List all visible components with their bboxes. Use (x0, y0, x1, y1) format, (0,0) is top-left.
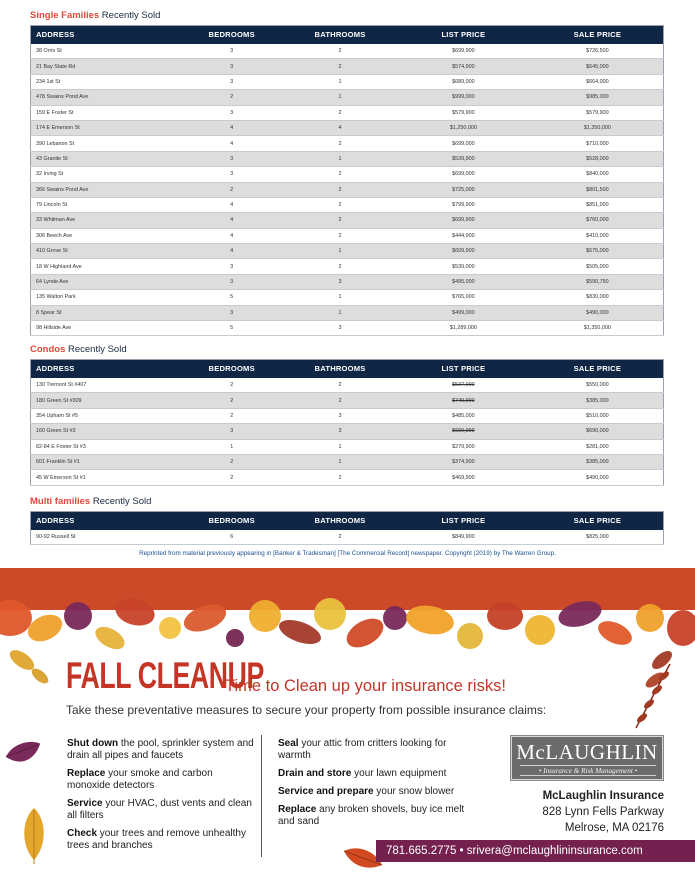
table-cell: 601 Franklin St #1 (31, 454, 179, 469)
table-cell: $725,000 (395, 182, 532, 197)
table-cell: $799,900 (395, 197, 532, 212)
tip-action: Replace (278, 804, 317, 815)
table-row (31, 90, 664, 105)
table-cell: $281,000 (532, 439, 664, 454)
table-cell: $579,900 (532, 105, 664, 120)
table-row (31, 424, 664, 439)
column-header: BATHROOMS (314, 30, 366, 40)
table-cell: 410 Grove St (31, 244, 179, 259)
single-families-title-accent: Single Families (30, 10, 100, 21)
tip-detail: the pool, sprinkler system and drain all pipes and faucets (67, 738, 254, 761)
table-cell: $609,900 (395, 244, 532, 259)
table-cell: 306 Beech Ave (31, 228, 179, 243)
column-header: BEDROOMS (208, 516, 255, 526)
table-cell: $690,000 (532, 424, 664, 439)
table-row (31, 470, 664, 485)
table-cell: 5 (178, 321, 285, 336)
table-header-row (31, 360, 664, 378)
address-line-1: 828 Lynn Fells Parkway (542, 806, 664, 818)
column-header: ADDRESS (36, 516, 75, 526)
table-cell: 3 (178, 74, 285, 89)
table-cell: $539,000 (395, 259, 532, 274)
table-row (31, 290, 664, 305)
table-cell: $645,000 (532, 59, 664, 74)
table-cell: 1 (285, 151, 395, 166)
tip-item (67, 828, 257, 852)
table-row (31, 197, 664, 212)
table-row (31, 244, 664, 259)
table-cell: $510,000 (532, 408, 664, 423)
tip-action: Service (67, 798, 103, 809)
table-cell: 18 W Highland Ave (31, 259, 179, 274)
table-cell: $699,000 (395, 136, 532, 151)
tip-detail: your snow blower (373, 786, 455, 797)
contact-bar[interactable]: 781.665.2775 • srivera@mclaughlininsurance.com (376, 840, 695, 862)
table-cell: 354 Upham St #5 (31, 408, 179, 423)
tip-item (67, 798, 257, 822)
table-row (31, 59, 664, 74)
table-cell: $490,000 (532, 470, 664, 485)
table-cell: $765,000 (395, 290, 532, 305)
table-cell: 98 Hillside Ave (31, 321, 179, 336)
table-cell: $574,900 (395, 59, 532, 74)
tip-item (67, 738, 257, 762)
table-cell: $699,000 (395, 167, 532, 182)
table-cell: 4 (285, 120, 395, 135)
multi-families-title (30, 496, 151, 507)
table-cell: 4 (178, 136, 285, 151)
table-cell: 1 (285, 454, 395, 469)
table-cell: 2 (285, 44, 395, 59)
column-header: SALE PRICE (573, 516, 622, 526)
table-cell: 4 (178, 244, 285, 259)
table-cell: $985,000 (532, 90, 664, 105)
plum-leaf-icon (4, 736, 42, 774)
table-cell: 160 Green St #3 (31, 424, 179, 439)
column-header: ADDRESS (36, 30, 75, 40)
table-cell: $279,900 (395, 439, 532, 454)
table-cell: $505,000 (532, 259, 664, 274)
column-header: BEDROOMS (208, 30, 255, 40)
table-cell: 2 (285, 59, 395, 74)
table-cell: 3 (178, 44, 285, 59)
table-row (31, 151, 664, 166)
table-cell: 1 (285, 305, 395, 320)
table-cell: $825,000 (532, 530, 664, 545)
tips-right-column (278, 738, 478, 834)
table-cell: 2 (285, 213, 395, 228)
table-row (31, 44, 664, 59)
fall-cleanup-subheadline: Time to Clean up your insurance risks! (225, 677, 506, 695)
table-row (31, 439, 664, 454)
single-families-title (30, 10, 160, 21)
table-cell: $726,500 (532, 44, 664, 59)
table-cell: 1 (285, 290, 395, 305)
table-cell: $539,900 (395, 151, 532, 166)
tip-detail: any broken shovels, buy ice melt and sand (278, 804, 465, 827)
logo-tagline: • Insurance & Risk Management • (520, 765, 656, 776)
column-header: BATHROOMS (314, 516, 366, 526)
table-cell: $830,000 (532, 290, 664, 305)
table-cell: $699,999 (395, 424, 532, 439)
table-cell: 2 (285, 393, 395, 408)
table-cell: 1 (285, 439, 395, 454)
table-row (31, 530, 664, 545)
table-cell: 3 (178, 305, 285, 320)
tip-item (278, 738, 478, 762)
table-cell: 180 Green St #309 (31, 393, 179, 408)
table-cell: 33 Whitman Ave (31, 213, 179, 228)
table-cell: $590,750 (532, 274, 664, 289)
table-cell: $490,000 (532, 305, 664, 320)
multi-families-title-rest: Recently Sold (90, 496, 152, 507)
mclaughlin-logo (511, 736, 663, 780)
table-cell: $840,000 (532, 167, 664, 182)
column-header: LIST PRICE (441, 516, 486, 526)
table-cell: 2 (285, 228, 395, 243)
table-cell: $579,900 (395, 105, 532, 120)
table-cell: 45 W Emerson St #1 (31, 470, 179, 485)
table-cell: 390 Lebanon St (31, 136, 179, 151)
table-row (31, 321, 664, 336)
tip-detail: your lawn equipment (351, 768, 447, 779)
tip-action: Seal (278, 738, 299, 749)
table-cell: 32 Irving St (31, 167, 179, 182)
table-cell: $675,000 (532, 244, 664, 259)
table-cell: $499,000 (395, 305, 532, 320)
table-cell: 3 (178, 259, 285, 274)
table-cell: 3 (285, 408, 395, 423)
table-cell: 2 (178, 90, 285, 105)
column-header: ADDRESS (36, 364, 75, 374)
table-cell: 43 Granite St (31, 151, 179, 166)
table-cell: 366 Swains Pond Ave (31, 182, 179, 197)
table-cell: $410,000 (532, 228, 664, 243)
fall-cleanup-headline: FALL CLEANUP (66, 655, 264, 696)
table-cell: $710,000 (532, 136, 664, 151)
table-cell: 82-84 E Foster St #3 (31, 439, 179, 454)
table-cell: $550,000 (532, 378, 664, 393)
table-row (31, 305, 664, 320)
table-cell: $749,900 (395, 393, 532, 408)
tip-action: Service and prepare (278, 786, 374, 797)
table-cell: 1 (285, 74, 395, 89)
table-row (31, 378, 664, 393)
table-cell: 2 (285, 470, 395, 485)
table-cell: 1 (285, 90, 395, 105)
prevention-intro: Take these preventative measures to secure your property from possible insurance claims: (66, 703, 547, 717)
table-row (31, 213, 664, 228)
tip-action: Drain and store (278, 768, 352, 779)
table-cell: 478 Swains Pond Ave (31, 90, 179, 105)
logo-name: McLAUGHLIN (516, 740, 658, 764)
table-row (31, 167, 664, 182)
condos-title (30, 344, 127, 355)
condos-title-accent: Condos (30, 344, 66, 355)
table-cell: 3 (178, 59, 285, 74)
reprint-note: Reprinted from material previously appearing in [Banker & Tradesman] [The Commercial Record] newspaper. Copyright (2019) by The Warren Group. (139, 550, 556, 557)
tip-action: Check (67, 828, 98, 839)
table-cell: 2 (178, 408, 285, 423)
table-cell: 3 (178, 151, 285, 166)
table-cell: 4 (178, 213, 285, 228)
table-cell: 2 (178, 393, 285, 408)
table-row (31, 393, 664, 408)
condos-table (30, 359, 664, 486)
table-cell: $537,000 (395, 378, 532, 393)
table-row (31, 74, 664, 89)
table-cell: 2 (178, 182, 285, 197)
table-cell: 4 (178, 197, 285, 212)
table-cell: 2 (178, 470, 285, 485)
tip-item (67, 768, 257, 792)
tip-detail: your trees and remove unhealthy trees and branches (67, 828, 246, 851)
table-cell: 3 (285, 321, 395, 336)
table-cell: 1 (285, 244, 395, 259)
column-header: LIST PRICE (441, 30, 486, 40)
table-cell: 90-92 Russell St (31, 530, 179, 545)
table-cell: 3 (285, 274, 395, 289)
table-cell: $699,900 (395, 213, 532, 228)
table-cell: $374,900 (395, 454, 532, 469)
table-cell: 79 Lincoln St (31, 197, 179, 212)
table-cell: 2 (285, 378, 395, 393)
tip-action: Replace (67, 768, 106, 779)
table-cell: $760,000 (532, 213, 664, 228)
table-cell: 159 E Foster St (31, 105, 179, 120)
table-row (31, 408, 664, 423)
table-cell: $528,000 (532, 151, 664, 166)
column-header: BEDROOMS (208, 364, 255, 374)
table-cell: 3 (178, 424, 285, 439)
table-cell: 174 E Emerson St (31, 120, 179, 135)
tip-detail: your HVAC, dust vents and clean all filters (67, 798, 252, 821)
table-row (31, 105, 664, 120)
column-header: SALE PRICE (573, 30, 622, 40)
table-cell: 130 Tremont St #407 (31, 378, 179, 393)
table-cell: 5 (178, 290, 285, 305)
multi-families-title-accent: Multi families (30, 496, 91, 507)
table-cell: 3 (285, 424, 395, 439)
branch-sprig-icon (630, 662, 680, 732)
table-cell: 2 (178, 378, 285, 393)
table-cell: 2 (178, 454, 285, 469)
table-cell: $469,900 (395, 470, 532, 485)
table-cell: 3 (178, 105, 285, 120)
multi-families-table (30, 511, 664, 545)
address-line-2: Melrose, MA 02176 (564, 822, 664, 834)
table-cell: $1,350,000 (532, 120, 664, 135)
table-cell: 2 (285, 259, 395, 274)
table-cell: $699,900 (395, 44, 532, 59)
table-cell: $385,000 (532, 454, 664, 469)
table-cell: $385,000 (532, 393, 664, 408)
table-cell: 4 (178, 120, 285, 135)
column-header: SALE PRICE (573, 364, 622, 374)
table-cell: $1,289,000 (395, 321, 532, 336)
table-cell: 8 Spear St (31, 305, 179, 320)
table-cell: 135 Walton Park (31, 290, 179, 305)
single-families-title-rest: Recently Sold (99, 10, 161, 21)
table-cell: $801,500 (532, 182, 664, 197)
table-cell: 21 Bay State Rd (31, 59, 179, 74)
table-cell: 2 (285, 182, 395, 197)
table-cell: 2 (285, 167, 395, 182)
table-cell: $485,000 (395, 408, 532, 423)
tip-detail: your attic from critters looking for warmth (278, 738, 447, 761)
table-cell: $444,900 (395, 228, 532, 243)
table-cell: 2 (285, 105, 395, 120)
single-families-table (30, 25, 664, 336)
table-row (31, 120, 664, 135)
table-row (31, 228, 664, 243)
condos-title-rest: Recently Sold (65, 344, 127, 355)
tip-detail: your smoke and carbon monoxide detectors (67, 768, 213, 791)
table-row (31, 274, 664, 289)
table-header-row (31, 26, 664, 44)
golden-leaf-icon (19, 806, 49, 864)
tip-action: Shut down (67, 738, 119, 749)
table-cell: 2 (285, 197, 395, 212)
company-name: McLaughlin Insurance (542, 790, 664, 802)
table-cell: $495,000 (395, 274, 532, 289)
table-cell: 4 (178, 228, 285, 243)
table-row (31, 259, 664, 274)
table-cell: 6 (178, 530, 285, 545)
table-row (31, 136, 664, 151)
tip-item (278, 804, 478, 828)
table-cell: $1,350,000 (532, 321, 664, 336)
tip-item (278, 786, 478, 798)
table-cell: 2 (285, 530, 395, 545)
tip-item (278, 768, 478, 780)
tips-left-column (67, 738, 257, 858)
table-cell: 3 (178, 167, 285, 182)
table-cell: $999,000 (395, 90, 532, 105)
table-cell: 64 Lynde Ave (31, 274, 179, 289)
table-cell: 2 (285, 136, 395, 151)
tips-divider (261, 735, 262, 857)
table-cell: $1,250,000 (395, 120, 532, 135)
table-row (31, 182, 664, 197)
table-cell: 38 Orris St (31, 44, 179, 59)
table-cell: 234 1st St (31, 74, 179, 89)
table-cell: $849,900 (395, 530, 532, 545)
column-header: BATHROOMS (314, 364, 366, 374)
table-cell: 1 (178, 439, 285, 454)
table-cell: $851,000 (532, 197, 664, 212)
table-cell: $664,000 (532, 74, 664, 89)
table-cell: 3 (178, 274, 285, 289)
table-header-row (31, 512, 664, 530)
column-header: LIST PRICE (441, 364, 486, 374)
table-row (31, 454, 664, 469)
table-cell: $689,000 (395, 74, 532, 89)
